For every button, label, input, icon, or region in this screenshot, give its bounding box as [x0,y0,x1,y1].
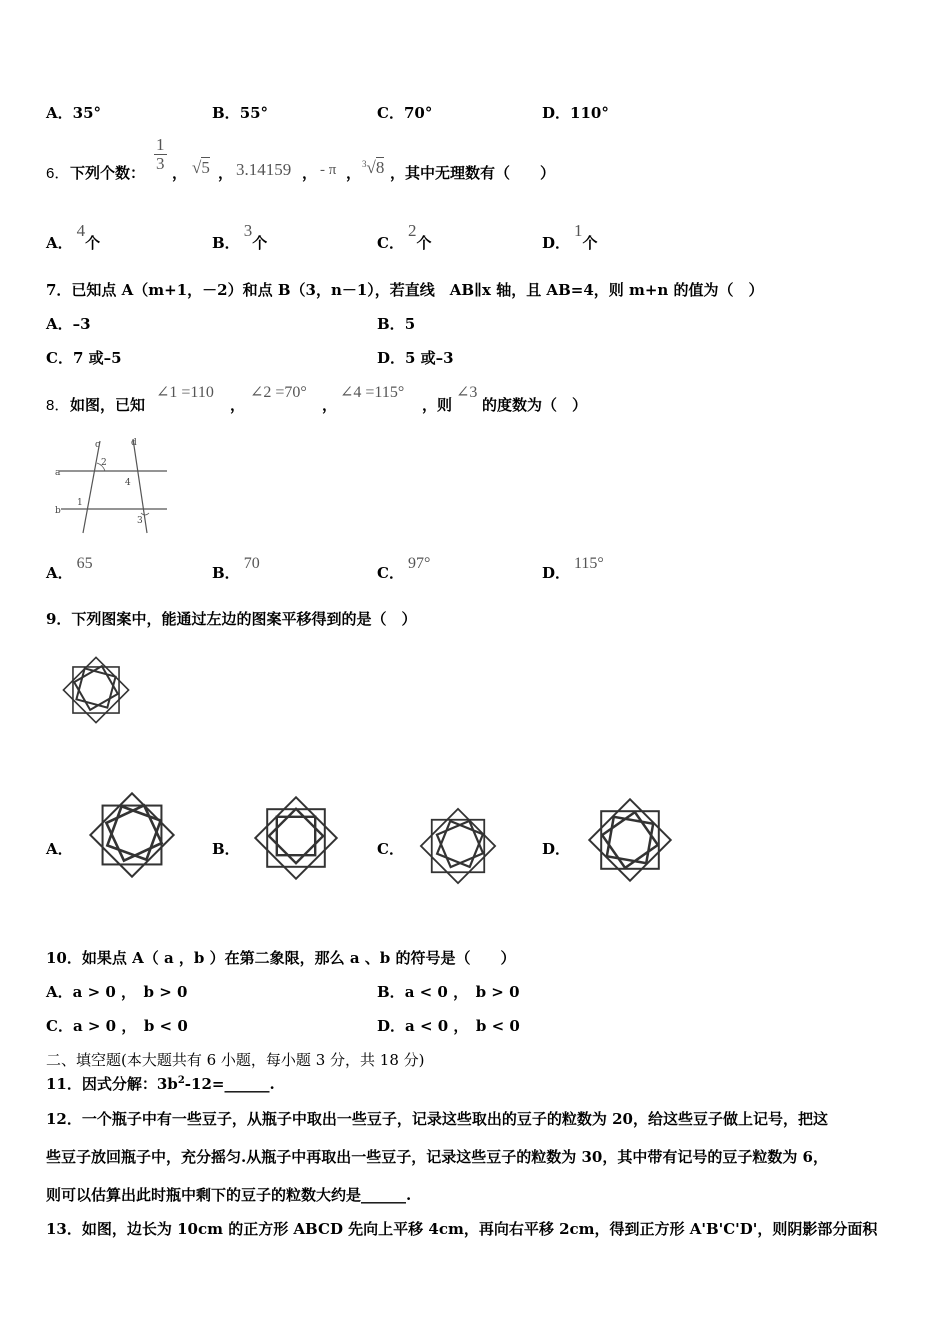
q8-option-d[interactable]: D．115° [542,555,604,582]
fig-label-a: a [55,468,61,478]
fig-label-2: 2 [101,458,107,468]
q9-option-a[interactable]: A． [46,840,73,858]
q5-option-b[interactable]: B．55° [212,104,269,122]
q10-question: 10．如果点 A（ a ，b ）在第二象限，那么 a 、b 的符号是（ ） [46,949,516,967]
fig-label-c: c [95,440,101,450]
q7-option-c[interactable]: C．7 或–5 [46,349,122,367]
q9-option-b[interactable]: B． [212,840,240,858]
q9-question: 9．下列图案中，能通过左边的图案平移得到的是（ ） [46,610,417,628]
q9-option-c-pattern[interactable] [400,790,520,910]
q7-question: 7．已知点 A（m+1，－2）和点 B（3，n－1），若直线 AB∥x 轴，且 AB=4，则 m+n 的值为（ ） [46,281,764,299]
q5-option-a[interactable]: A．35° [46,104,102,122]
q8-option-b[interactable]: B．70 [212,555,260,582]
q12-line-2: 些豆子放回瓶子中，充分摇匀.从瓶子中再取出一些豆子，记录这些豆子的粒数为 30，其中带有记号的豆子粒数为 6， [46,1148,828,1166]
q9-option-b-pattern[interactable] [236,780,356,900]
q6-option-c[interactable]: C．2个 [377,221,432,252]
q9-option-d-pattern[interactable] [570,782,690,902]
q7-option-d[interactable]: D．5 或–3 [377,349,454,367]
q8-figure [55,437,175,537]
q8-question: 8． 如图，已知 ∠1 =110 ， ∠2 =70° ， ∠4 =115° ，则 ∠3 的度数为（ ） [46,384,588,414]
q9-reference-pattern [46,640,146,740]
q9-option-d[interactable]: D． [542,840,571,858]
q12-line-3: 则可以估算出此时瓶中剩下的豆子的粒数大约是______. [46,1186,412,1204]
q6-option-b[interactable]: B．3个 [212,221,268,252]
q10-option-c[interactable]: C．a > 0 ， b < 0 [46,1017,188,1035]
q10-option-a[interactable]: A．a > 0 ， b > 0 [46,983,188,1001]
q8-option-c[interactable]: C．97° [377,555,431,582]
q5-option-c[interactable]: C．70° [377,104,433,122]
q6-option-d[interactable]: D．1个 [542,221,598,252]
q8-option-a[interactable]: A．65 [46,555,93,582]
fig-label-d: d [131,438,137,448]
q13-question: 13．如图，边长为 10cm 的正方形 ABCD 先向上平移 4cm，再向右平移 2cm，得到正方形 A'B'C'D'，则阴影部分面积 [46,1220,878,1238]
q9-option-a-pattern[interactable] [72,775,192,895]
q10-option-d[interactable]: D．a < 0 ， b < 0 [377,1017,520,1035]
cube-root-eight: $^3$√8 [362,158,385,177]
q11-question: 11．因式分解：$3b^2-12=\_\_\_\_\_\_$. [46,1075,275,1093]
fig-label-1: 1 [77,498,83,508]
fig-label-3: 3 [137,516,143,526]
q6-option-a[interactable]: A．4个 [46,221,101,252]
sqrt-five: √5 [192,158,210,177]
fig-label-b: b [55,506,61,516]
q5-option-d[interactable]: D．110° [542,104,609,122]
fig-label-4: 4 [125,478,131,488]
q7-option-a[interactable]: A．–3 [46,315,91,333]
q9-option-c[interactable]: C． [377,840,404,858]
q12-line-1: 12．一个瓶子中有一些豆子，从瓶子中取出一些豆子，记录这些取出的豆子的粒数为 20，给这些豆子做上记号，把这 [46,1110,828,1128]
q7-option-b[interactable]: B．5 [377,315,416,333]
section-title-fill-blank: 二、填空题(本大题共有 6 小题，每小题 3 分，共 18 分) [46,1051,425,1069]
fraction-one-third: $\frac{1}{3}$ [156,135,165,173]
q10-option-b[interactable]: B．a < 0 ， b > 0 [377,983,520,1001]
